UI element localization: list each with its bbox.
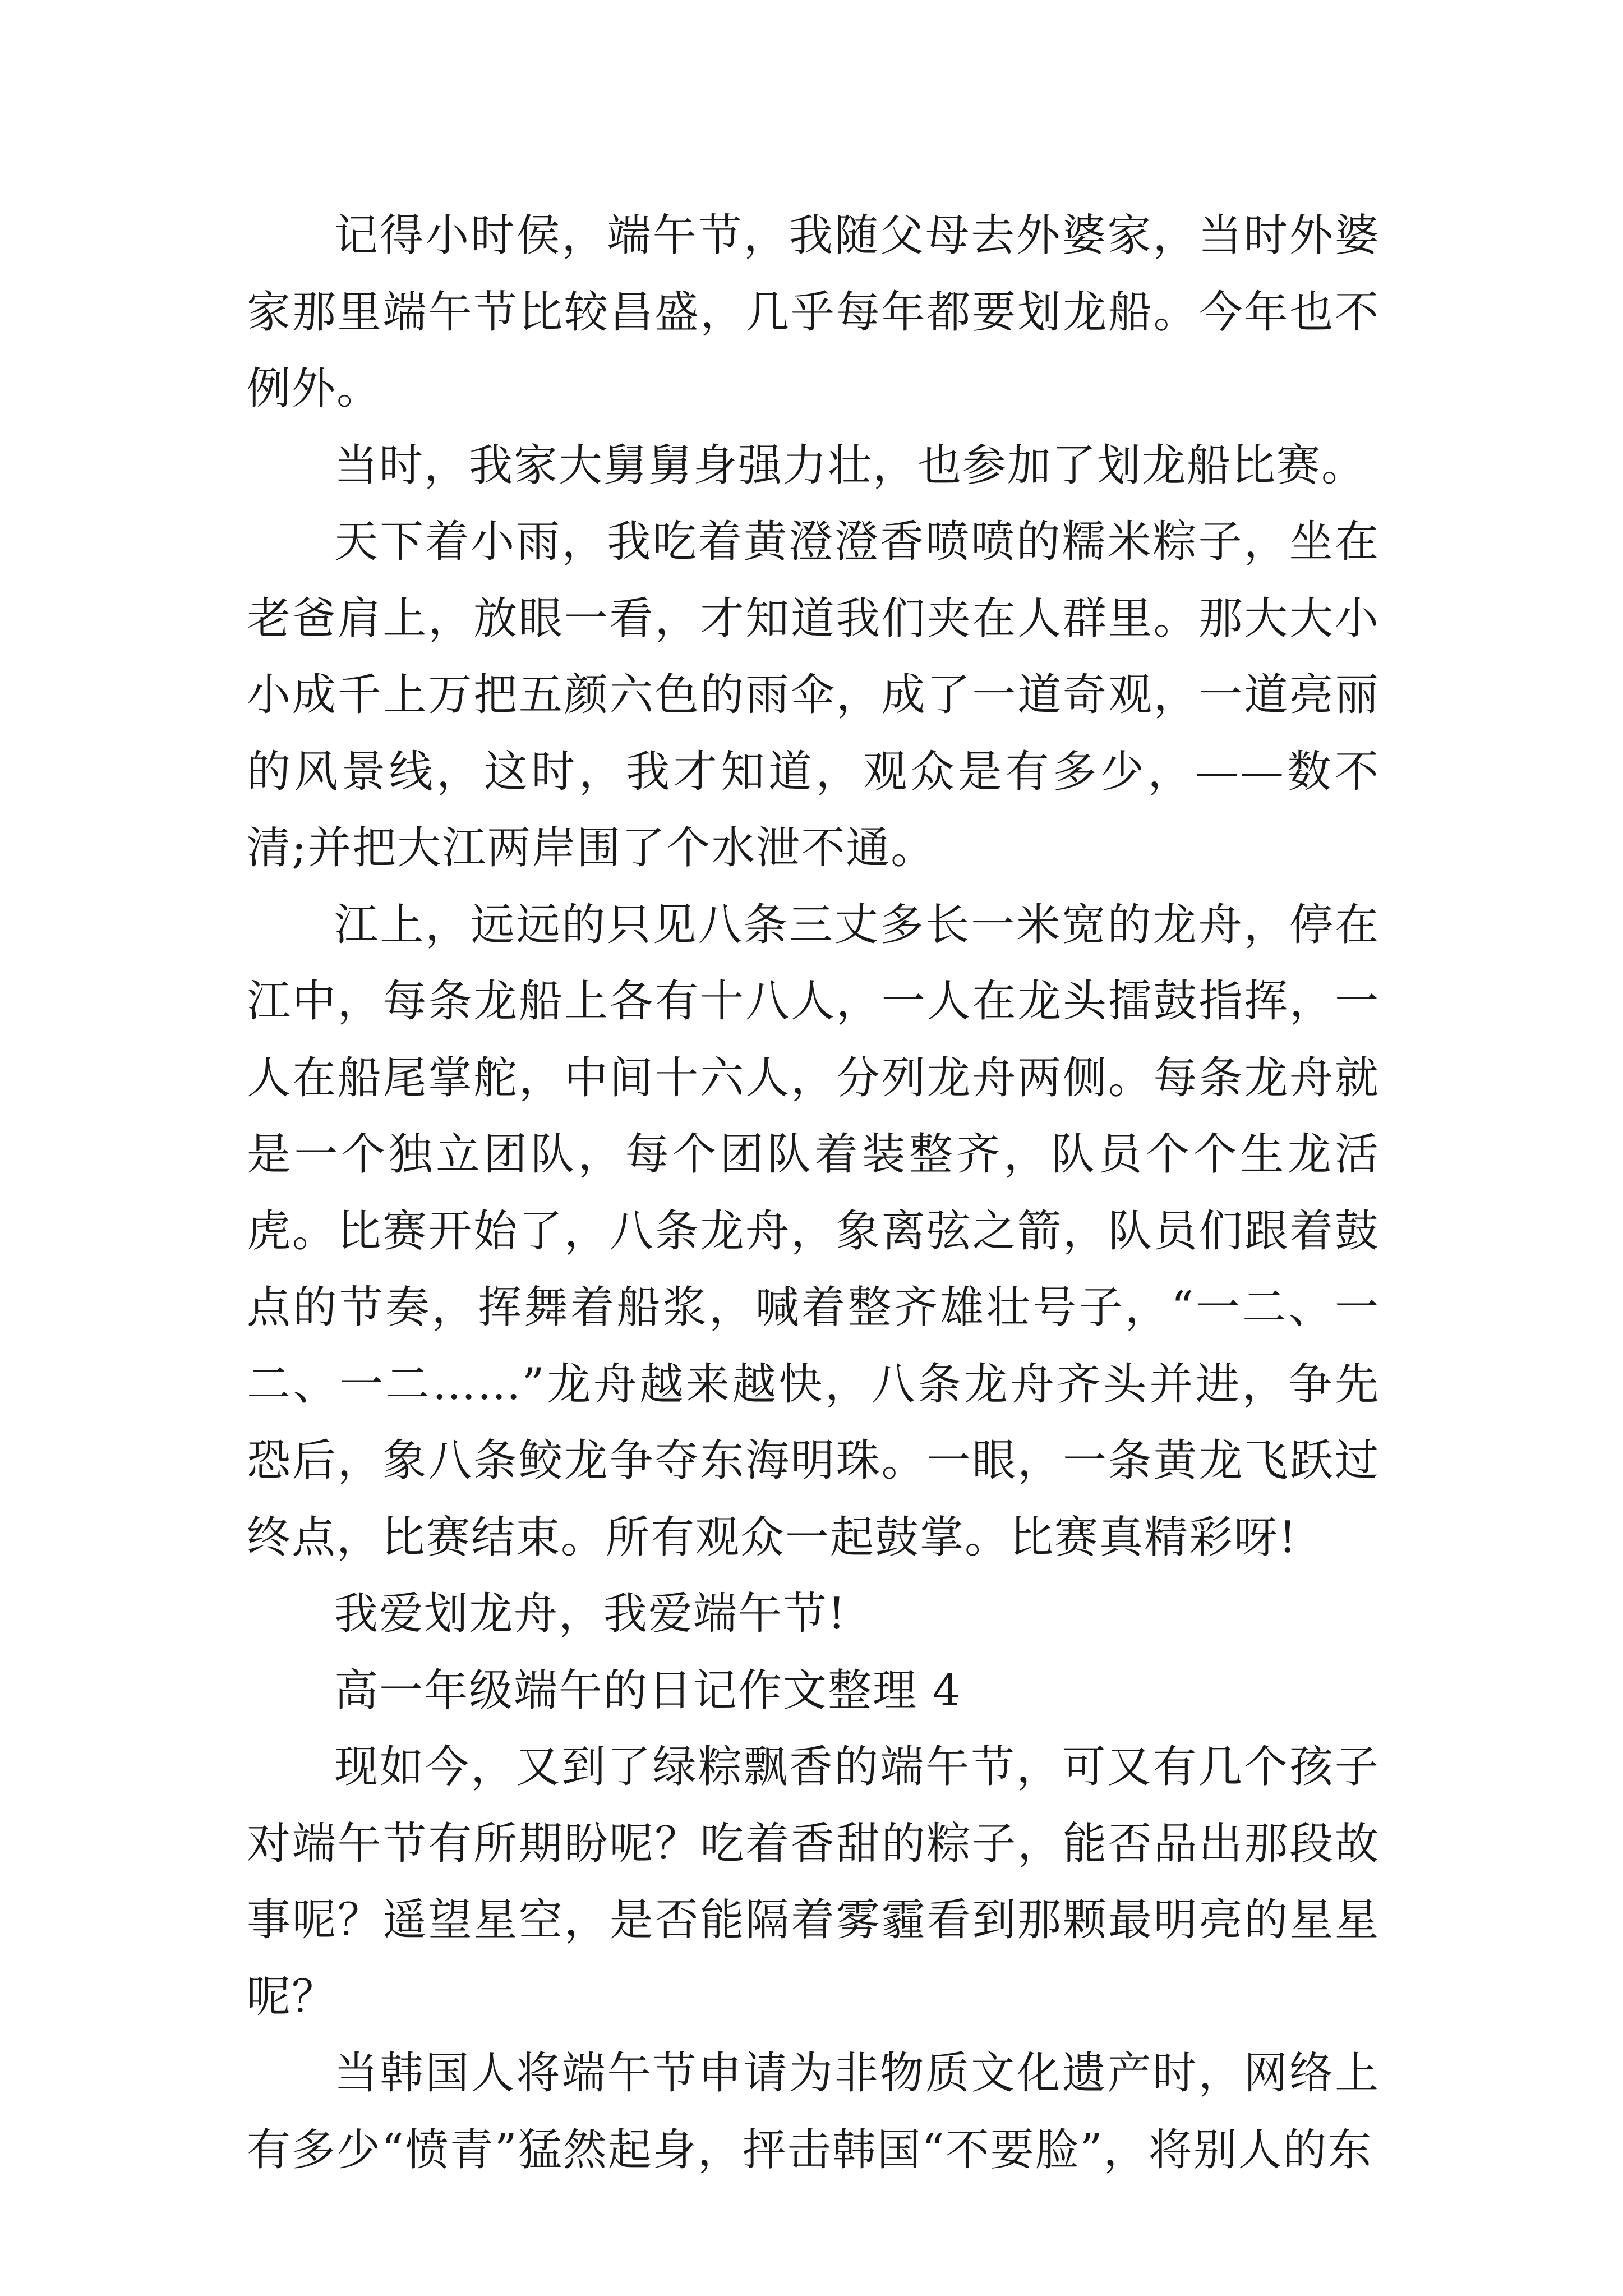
paragraph-race: 江上，远远的只见八条三丈多长一米宽的龙舟，停在江中，每条龙船上各有十八人，一人在龙头擂鼓指挥，一人在船尾掌舵，中间十六人，分列龙舟两侧。每条龙舟就是一个独立团队，每个团队着装整齐，队员个个生龙活虎。比赛开始了，八条龙舟，象离弦之箭，队员们跟着鼓点的节奏，挥舞着船浆，喊着整齐雄壮号子，“一二、一二、一二……”龙舟越来越快，八条龙舟齐头并进，争先恐后，象八条鲛龙争夺东海明珠。一眼，一条黄龙飞跃过终点，比赛结束。所有观众一起鼓掌。比赛真精彩呀! (247, 899, 1380, 1563)
paragraph-love-festival: 我爱划龙舟，我爱端午节! (334, 1589, 847, 1639)
paragraph-nowadays: 现如今，又到了绿粽飘香的端午节，可又有几个孩子对端午节有所期盼呢？吃着香甜的粽子，能否品出那段故事呢？遥望星空，是否能隔着雾霾看到那颗最明亮的星星呢？ (247, 1742, 1380, 2022)
paragraph-crowd: 天下着小雨，我吃着黄澄澄香喷喷的糯米粽子，坐在老爸肩上，放眼一看，才知道我们夹在人群里。那大大小小成千上万把五颜六色的雨伞，成了一道奇观，一道亮丽的风景线，这时，我才知道，观众是有多少，——数不清;并把大江两岸围了个水泄不通。 (247, 517, 1380, 873)
paragraph-uncle: 当时，我家大舅舅身强力壮，也参加了划龙船比赛。 (334, 440, 1367, 491)
article-body (247, 197, 1380, 2188)
paragraph-korea: 当韩国人将端午节申请为非物质文化遗产时，网络上有多少“愤青”猛然起身，抨击韩国“不要脸”，将别人的东 (247, 2048, 1380, 2175)
paragraph-visit-grandma: 记得小时侯，端午节，我随父母去外婆家，当时外婆家那里端午节比较昌盛，几乎每年都要划龙船。今年也不例外。 (247, 210, 1380, 414)
section-heading: 高一年级端午的日记作文整理 4 (334, 1665, 962, 1716)
